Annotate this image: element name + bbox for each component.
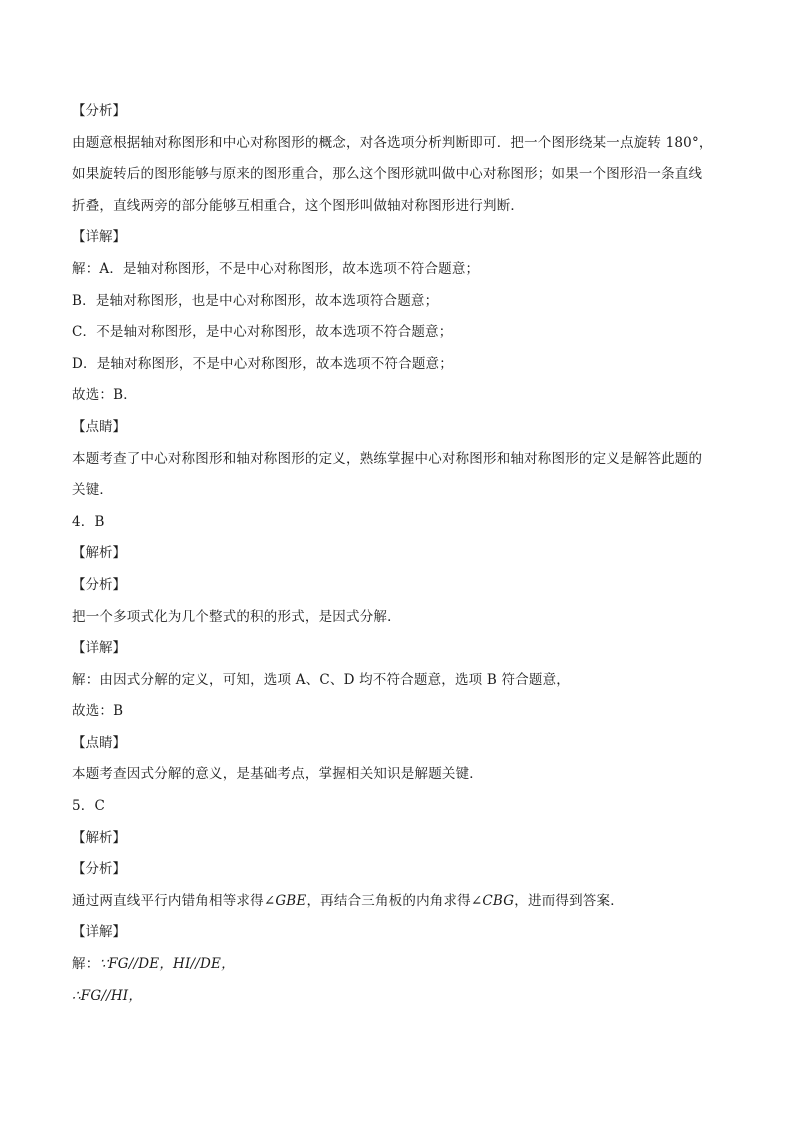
- q5-analysis-line-1: [72, 886, 732, 918]
- q3-detail-line-3: C．不是轴对称图形，是中心对称图形，故本选项不符合题意；: [72, 324, 453, 341]
- q3-detail-line-4: D．是轴对称图形，不是中心对称图形，故本选项不符合题意；: [72, 355, 453, 372]
- q5-analysis-text-post: ，进而得到答案．: [514, 892, 624, 909]
- q4-detail-line-1: 解：由因式分解的定义，可知，选项 A、C、D 均不符合题意，选项 B 符合题意，: [72, 671, 570, 688]
- q4-jiexi-heading: 【解析】: [72, 545, 126, 562]
- q4-analysis-heading: 【分析】: [72, 576, 126, 593]
- q3-analysis-line-1: 由题意根据轴对称图形和中心对称图形的概念，对各选项分析判断即可．把一个图形绕某一点旋转 180°，: [72, 134, 713, 151]
- q5-detail-math-1: ∵FG//DE，HI//DE，: [99, 956, 235, 973]
- q4-detail-heading: 【详解】: [72, 640, 126, 657]
- document-page: [72, 96, 732, 1012]
- q5-analysis-math-gbe: ∠GBE: [263, 892, 307, 909]
- q3-detail-line-5: 故选：B．: [72, 387, 137, 404]
- q5-analysis-text-mid: ，再结合三角板的内角求得: [306, 892, 471, 909]
- q5-detail-line-1: [72, 949, 732, 981]
- q4-answer: 4．B: [72, 513, 105, 530]
- q3-analysis-line-2: 如果旋转后的图形能够与原来的图形重合，那么这个图形就叫做中心对称图形；如果一个图形沿一条直线: [72, 166, 703, 183]
- q5-detail-text-pre: 解：: [72, 956, 100, 973]
- q4-comment-heading: 【点睛】: [72, 734, 126, 751]
- q4-analysis-line-1: 把一个多项式化为几个整式的积的形式，是因式分解．: [72, 608, 401, 625]
- q4-detail-line-2: 故选：B: [72, 703, 124, 720]
- q3-detail-line-1: 解：A．是轴对称图形，不是中心对称图形，故本选项不符合题意；: [72, 260, 480, 277]
- q3-detail-heading: 【详解】: [72, 229, 126, 246]
- q5-jiexi-heading: 【解析】: [72, 829, 126, 846]
- q5-detail-heading: 【详解】: [72, 924, 126, 941]
- q3-detail-line-2: B．是轴对称图形，也是中心对称图形，故本选项符合题意；: [72, 292, 439, 309]
- q5-answer: 5．C: [72, 798, 106, 815]
- q4-comment-line-1: 本题考查因式分解的意义，是基础考点，掌握相关知识是解题关键．: [72, 766, 483, 783]
- q5-analysis-text-pre: 通过两直线平行内错角相等求得: [72, 892, 264, 909]
- q5-detail-line-2: [72, 981, 732, 1013]
- q3-comment-line-2: 关键．: [72, 482, 114, 499]
- q3-comment-heading: 【点睛】: [72, 418, 126, 435]
- q5-detail-math-2: ∴FG//HI，: [72, 987, 143, 1004]
- q3-analysis-line-3: 折叠，直线两旁的部分能够互相重合，这个图形叫做轴对称图形进行判断．: [72, 197, 525, 214]
- q3-comment-line-1: 本题考查了中心对称图形和轴对称图形的定义，熟练掌握中心对称图形和轴对称图形的定义是解答此题的: [72, 450, 703, 467]
- q3-analysis-heading: 【分析】: [72, 103, 126, 119]
- q5-analysis-math-cbg: ∠CBG: [470, 892, 515, 909]
- q5-analysis-heading: 【分析】: [72, 861, 126, 878]
